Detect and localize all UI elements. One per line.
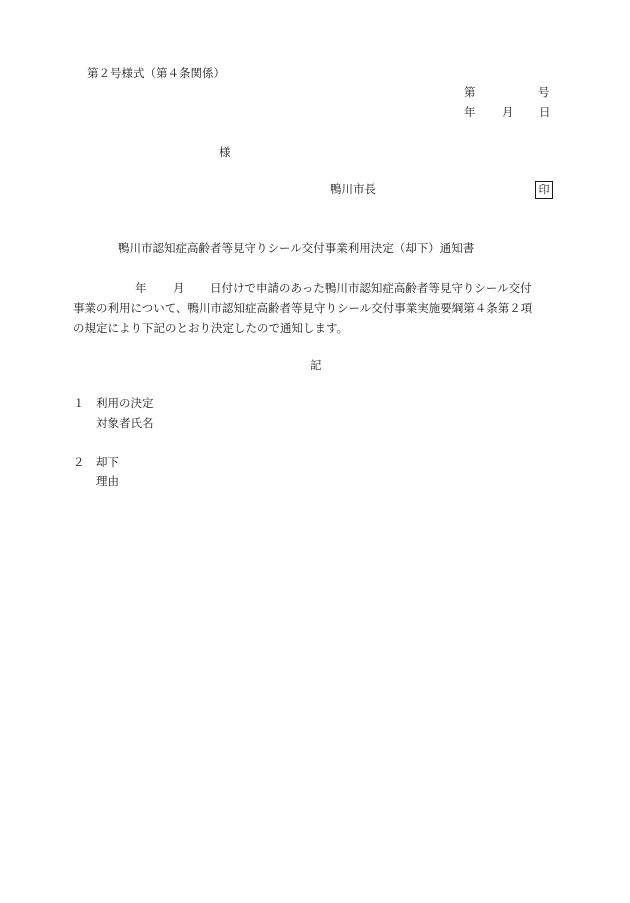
body-line-3: の規定により下記のとおり決定したので通知します。 [73, 321, 349, 335]
body-year: 年 [135, 281, 147, 295]
body-month: 月 [173, 281, 185, 295]
body-line-2: 事業の利用について、鴨川市認知症高齢者等見守りシール交付事業実施要綱第４条第２項 [73, 301, 533, 315]
item-2-number: ２ [73, 455, 85, 469]
item-2-sub: 理由 [96, 474, 119, 488]
item-1-number: １ [73, 396, 85, 410]
number-suffix: 号 [538, 85, 550, 99]
date-month: 月 [502, 105, 514, 119]
form-number: 第２号様式（第４条関係） [87, 66, 225, 80]
body-paragraph [73, 280, 563, 340]
item-1-title [73, 395, 154, 411]
document-title: 鴨川市認知症高齢者等見守りシール交付事業利用決定（却下）通知書 [118, 241, 475, 255]
item-1-sub: 対象者氏名 [96, 416, 154, 430]
date-day: 日 [539, 105, 551, 119]
item-2-title [73, 454, 119, 470]
ki-heading: 記 [310, 358, 322, 372]
item-2-label: 却下 [96, 455, 119, 469]
issuer-name: 鴨川市長 [330, 182, 376, 196]
body-line-1 [73, 280, 563, 300]
body-line-1-text: 日付けで申請のあった鴨川市認知症高齢者等見守りシール交付 [210, 281, 532, 295]
seal-mark: 印 [535, 181, 553, 199]
item-1-label: 利用の決定 [96, 396, 154, 410]
recipient-salutation: 様 [219, 145, 231, 159]
date-year: 年 [464, 105, 476, 119]
number-prefix: 第 [464, 85, 476, 99]
